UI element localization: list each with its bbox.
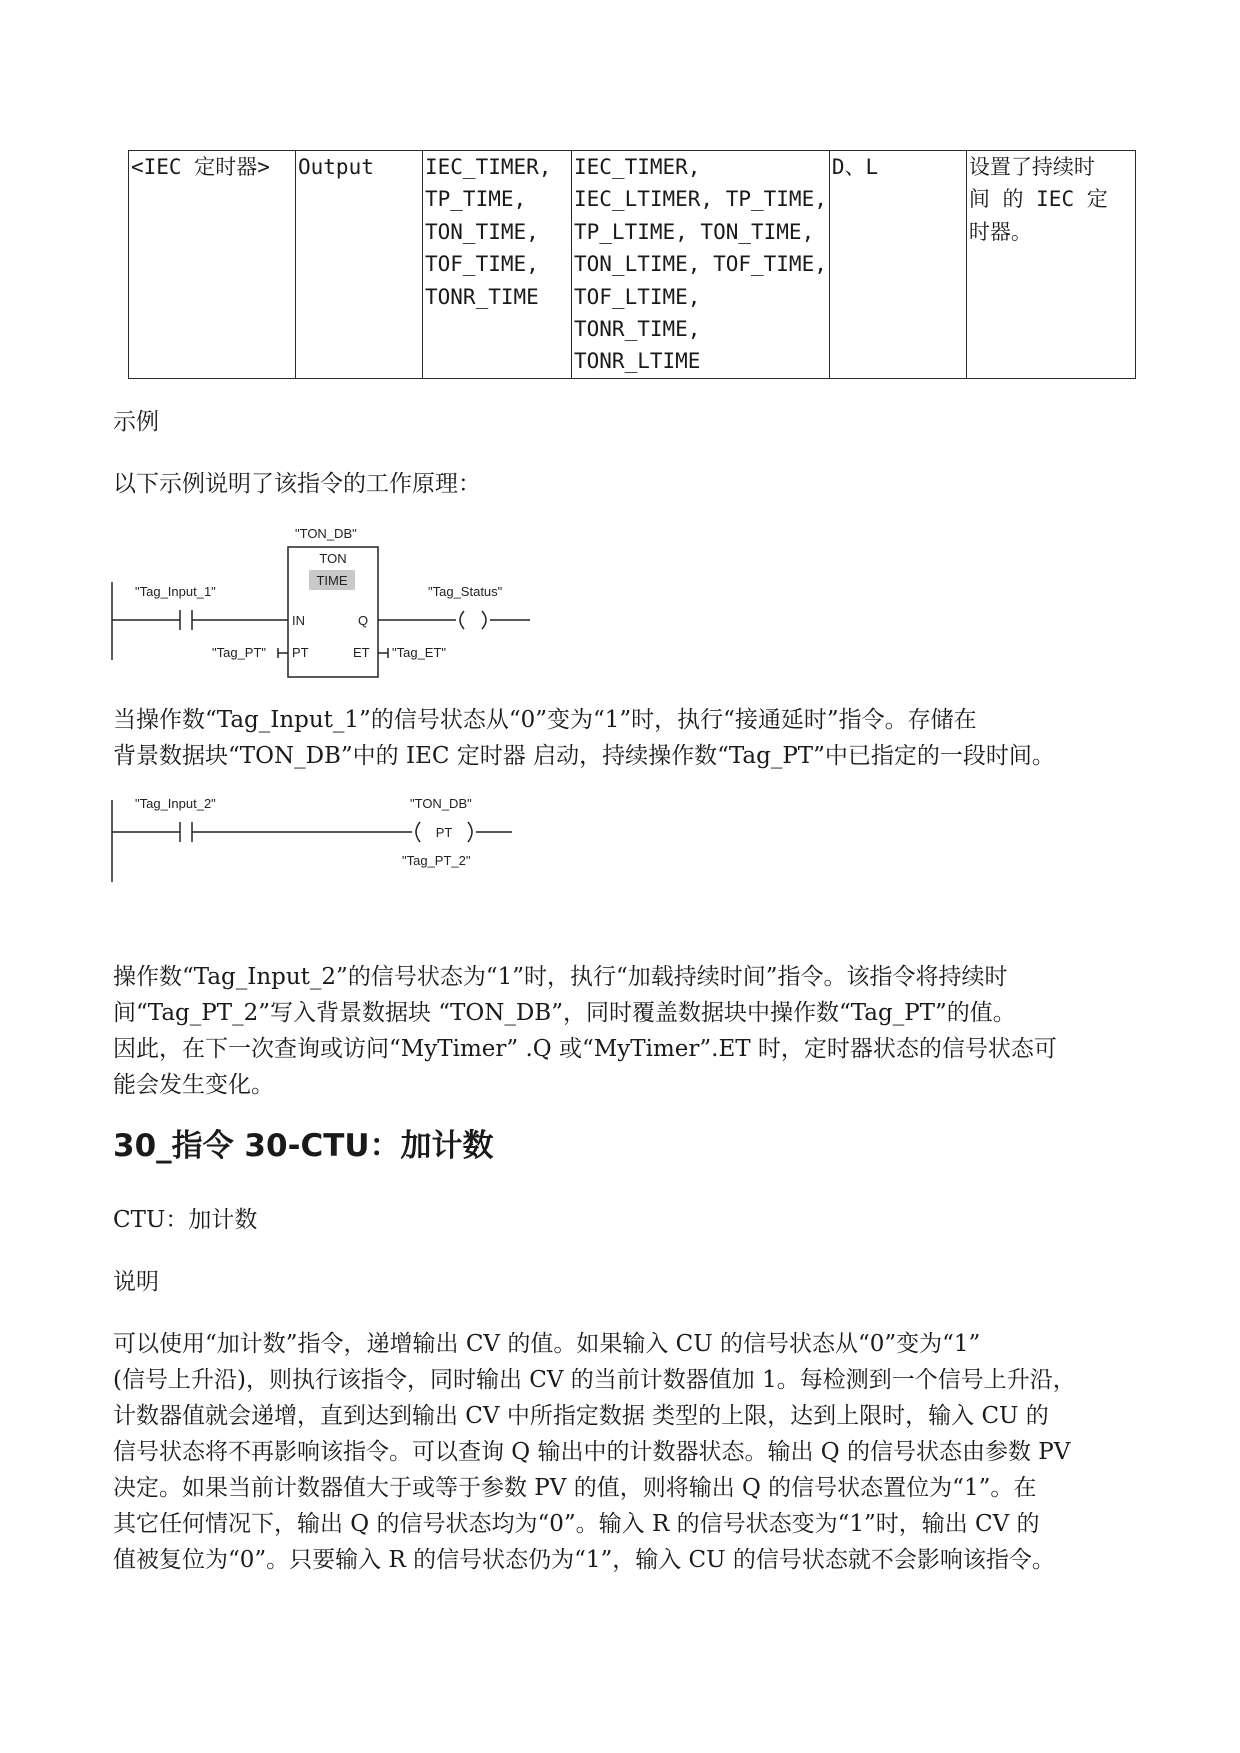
table-cell-declaration: Output — [296, 151, 423, 379]
paragraph-line: 可以使用“加计数”指令，递增输出 CV 的值。如果输入 CU 的信号状态从“0”变为“1” — [113, 1331, 981, 1357]
ladder-diagram-ton — [100, 520, 560, 680]
paragraph-line: 背景数据块“TON_DB”中的 IEC 定时器 启动，持续操作数“Tag_PT”中已指定的一段时间。 — [113, 743, 1055, 769]
instruction-title: CTU：加计数 — [113, 1207, 258, 1233]
pin-q: Q — [358, 613, 369, 628]
paragraph-line: 当操作数“Tag_Input_1”的信号状态从“0”变为“1”时，执行“接通延时”指令。存储在 — [113, 707, 977, 733]
table-cell-s7-1500-types: IEC_TIMER, IEC_LTIMER, TP_TIME, TP_LTIME, TON_TIME, TON_LTIME, TOF_TIME, TOF_LTIME, TONR_TIME, TONR_LTIME — [572, 151, 830, 379]
paragraph-line: 操作数“Tag_Input_2”的信号状态为“1”时，执行“加载持续时间”指令。该指令将持续时 — [113, 964, 1008, 990]
paragraph-line: (信号上升沿)，则执行该指令，同时输出 CV 的当前计数器值加 1。每检测到一个信号上升沿， — [113, 1367, 1076, 1393]
table-cell-s7-1200-types: IEC_TIMER, TP_TIME, TON_TIME, TOF_TIME, TONR_TIME — [423, 151, 572, 379]
input-tag: "Tag_Input_1" — [135, 584, 216, 599]
output-tag: "Tag_Status" — [428, 584, 503, 599]
instance-db-name: "TON_DB" — [410, 796, 472, 811]
pt-tag: "Tag_PT" — [212, 645, 267, 660]
table-row — [129, 151, 1136, 379]
paragraph-line: 信号状态将不再影响该指令。可以查询 Q 输出中的计数器状态。输出 Q 的信号状态由参数 PV — [113, 1439, 1071, 1465]
paragraph-line: 因此，在下一次查询或访问“MyTimer” .Q 或“MyTimer”.ET 时，定时器状态的信号状态可 — [113, 1036, 1057, 1062]
et-tag: "Tag_ET" — [392, 645, 447, 660]
ladder-diagram-pt — [100, 792, 540, 892]
contact-symbol — [180, 822, 192, 842]
section-heading: 30_指令 30-CTU：加计数 — [113, 1128, 494, 1164]
paragraph-line: 值被复位为“0”。只要输入 R 的信号状态仍为“1”，输入 CU 的信号状态就不会影响该指令。 — [113, 1547, 1055, 1573]
paragraph-line: 能会发生变化。 — [113, 1072, 274, 1098]
pt-tag: "Tag_PT_2" — [402, 853, 471, 868]
contact-symbol — [180, 610, 192, 630]
paragraph-line: 其它任何情况下，输出 Q 的信号状态均为“0”。输入 R 的信号状态变为“1”时，输出 CV 的 — [113, 1511, 1040, 1537]
pin-et: ET — [353, 645, 370, 660]
paragraph-line: 间“Tag_PT_2”写入背景数据块 “TON_DB”，同时覆盖数据块中操作数“Tag_PT”的值。 — [113, 1000, 1016, 1026]
paragraph-line: 决定。如果当前计数器值大于或等于参数 PV 的值，则将输出 Q 的信号状态置位为“1”。在 — [113, 1475, 1037, 1501]
example-intro: 以下示例说明了该指令的工作原理： — [113, 471, 481, 497]
pin-pt: PT — [292, 645, 309, 660]
input-tag: "Tag_Input_2" — [135, 796, 216, 811]
parameter-table — [128, 150, 1136, 379]
coil-symbol — [460, 611, 486, 629]
table-cell-parameter: <IEC 定时器> — [129, 151, 296, 379]
box-type: TIME — [316, 573, 348, 588]
table-cell-description: 设置了持续时 间 的 IEC 定 时器。 — [966, 151, 1135, 379]
description-label: 说明 — [113, 1269, 159, 1295]
coil-label: PT — [435, 825, 453, 840]
example-label: 示例 — [113, 409, 159, 435]
pin-in: IN — [292, 613, 305, 628]
instance-db-name: "TON_DB" — [295, 526, 357, 541]
box-title: TON — [319, 551, 347, 566]
table-cell-memory-area: D、L — [829, 151, 966, 379]
paragraph-line: 计数器值就会递增，直到达到输出 CV 中所指定数据 类型的上限，达到上限时，输入 CU 的 — [113, 1403, 1049, 1429]
